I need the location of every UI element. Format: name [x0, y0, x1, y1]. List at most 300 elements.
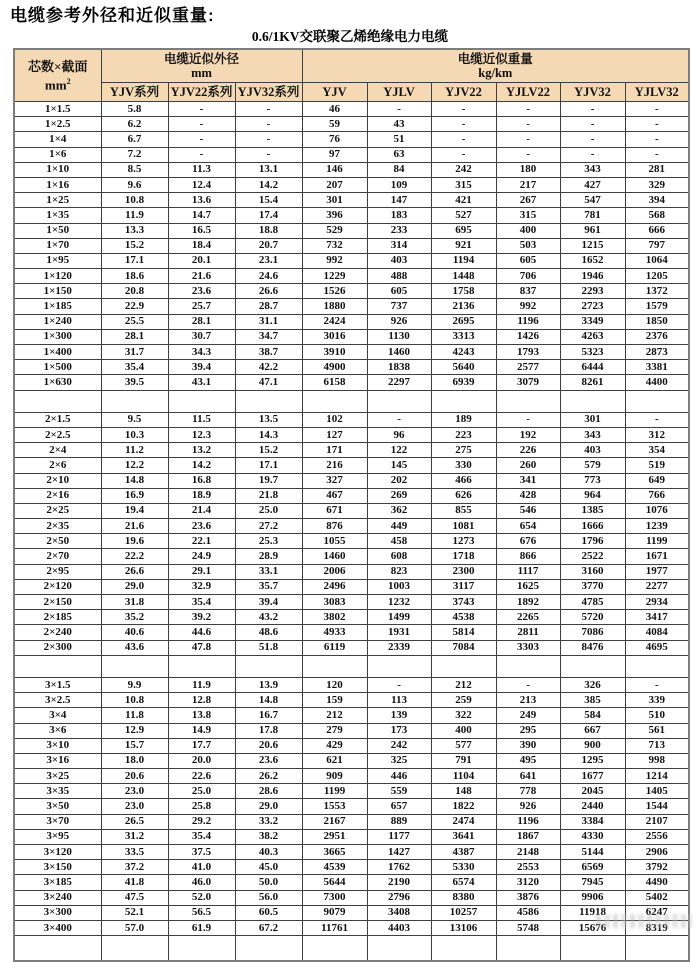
col-header-yjv: YJV [302, 83, 367, 102]
table-row [14, 860, 689, 875]
cell-value: 1499 [367, 610, 431, 625]
cell-value: 11.5 [168, 412, 235, 427]
cell-spec: 2×10 [14, 473, 101, 488]
cell-value [496, 655, 560, 677]
cell-spec: 3×2.5 [14, 693, 101, 708]
cell-value: 3016 [302, 329, 367, 344]
weight-group-label: 电缆近似重量 [457, 52, 533, 66]
cell-value: 403 [367, 253, 431, 268]
cell-value: 396 [302, 208, 367, 223]
cell-value: 9.6 [101, 177, 168, 192]
cell-value: 1544 [625, 799, 689, 814]
table-row [14, 549, 689, 564]
table-row [14, 799, 689, 814]
cell-value: 21.4 [168, 503, 235, 518]
cell-spec: 1×300 [14, 329, 101, 344]
cell-value: 2873 [625, 345, 689, 360]
cell-value: 676 [496, 534, 560, 549]
cell-value: 44.6 [168, 625, 235, 640]
cell-value: 1426 [496, 329, 560, 344]
cell-value: 559 [367, 784, 431, 799]
cell-value: 666 [625, 223, 689, 238]
cell-value: 876 [302, 519, 367, 534]
cell-value: 12.9 [101, 723, 168, 738]
cell-value: 6158 [302, 375, 367, 390]
cell-value: 3641 [431, 829, 496, 844]
cell-value: 17.4 [235, 208, 302, 223]
cell-value: 1232 [367, 595, 431, 610]
cell-value: 34.3 [168, 345, 235, 360]
cell-spec: 2×2.5 [14, 427, 101, 442]
od-group-unit: mm [191, 66, 212, 80]
cell-spec: 3×120 [14, 845, 101, 860]
cell-value: 7084 [431, 640, 496, 655]
cell-value: 667 [560, 723, 625, 738]
cell-value: 145 [367, 458, 431, 473]
cell-value: 12.2 [101, 458, 168, 473]
cell-value: 301 [302, 193, 367, 208]
cell-value: 61.9 [168, 920, 235, 935]
cell-value: 212 [302, 708, 367, 723]
cell-value: 13.1 [235, 162, 302, 177]
cell-value: - [235, 132, 302, 147]
cell-value: 4538 [431, 610, 496, 625]
cell-value: 706 [496, 269, 560, 284]
cell-value: - [367, 412, 431, 427]
cell-value: 18.6 [101, 269, 168, 284]
cell-value: 260 [496, 458, 560, 473]
cell-value: 18.9 [168, 488, 235, 503]
cell-value: 1880 [302, 299, 367, 314]
cell-value: 1385 [560, 503, 625, 518]
cell-value: 778 [496, 784, 560, 799]
cell-spec: 3×95 [14, 829, 101, 844]
cell-value: 394 [625, 193, 689, 208]
table-row [14, 708, 689, 723]
cell-value: 25.7 [168, 299, 235, 314]
cell-value [168, 655, 235, 677]
cell-value: 18.4 [168, 238, 235, 253]
cell-value: 900 [560, 738, 625, 753]
cell-value: 109 [367, 177, 431, 192]
cell-value: 2190 [367, 875, 431, 890]
cell-value: 1076 [625, 503, 689, 518]
cell-value: 20.6 [101, 769, 168, 784]
cell-value: 654 [496, 519, 560, 534]
cell-value: 31.8 [101, 595, 168, 610]
cell-value: 1130 [367, 329, 431, 344]
cell-value: 1214 [625, 769, 689, 784]
cell-value: 1666 [560, 519, 625, 534]
cell-value: 3303 [496, 640, 560, 655]
table-row [14, 102, 689, 117]
cell-value: 35.4 [168, 595, 235, 610]
cell-value: 2107 [625, 814, 689, 829]
cell-value: 42.2 [235, 360, 302, 375]
cell-value: 37.2 [101, 860, 168, 875]
cell-value: 29.0 [235, 799, 302, 814]
cell-value: 312 [625, 427, 689, 442]
table-row [14, 829, 689, 844]
cell-spec: 3×70 [14, 814, 101, 829]
table-caption: 0.6/1KV交联聚乙烯绝缘电力电缆 [251, 29, 449, 44]
cell-value: 909 [302, 769, 367, 784]
cell-value: 2424 [302, 314, 367, 329]
cell-value: 43.6 [101, 640, 168, 655]
cell-spec: 1×150 [14, 284, 101, 299]
table-row [14, 579, 689, 594]
cell-value: 29.0 [101, 579, 168, 594]
cell-spec: 3×150 [14, 860, 101, 875]
cell-value: 339 [625, 693, 689, 708]
cell-value: 579 [560, 458, 625, 473]
cell-spec: 3×35 [14, 784, 101, 799]
cell-value: 38.2 [235, 829, 302, 844]
cell-value: 6569 [560, 860, 625, 875]
cell-value: 13.9 [235, 677, 302, 692]
table-row [14, 177, 689, 192]
cell-value [235, 390, 302, 412]
table-row [14, 443, 689, 458]
cell-value: 27.2 [235, 519, 302, 534]
cell-value: 180 [496, 162, 560, 177]
cell-value: 35.2 [101, 610, 168, 625]
table-row [14, 458, 689, 473]
cell-value: 1295 [560, 753, 625, 768]
cell-value: 458 [367, 534, 431, 549]
table-row [14, 253, 689, 268]
cell-value [625, 655, 689, 677]
cell-value: 217 [496, 177, 560, 192]
cell-value: 1460 [367, 345, 431, 360]
cell-value: 31.1 [235, 314, 302, 329]
core-section-label: 芯数×截面 [28, 58, 88, 74]
cell-value: 223 [431, 427, 496, 442]
cell-value: 41.8 [101, 875, 168, 890]
cell-value: 4490 [625, 875, 689, 890]
cell-value: 31.7 [101, 345, 168, 360]
cell-value: - [560, 102, 625, 117]
cell-value: 26.6 [101, 564, 168, 579]
cell-value: 926 [367, 314, 431, 329]
cell-value: 605 [496, 253, 560, 268]
cell-value: 1104 [431, 769, 496, 784]
cell-value: 22.6 [168, 769, 235, 784]
col-header-yjlv22: YJLV22 [496, 83, 560, 102]
cell-value: 23.6 [235, 753, 302, 768]
cell-value: 279 [302, 723, 367, 738]
cell-value: 5330 [431, 860, 496, 875]
table-row [14, 503, 689, 518]
cell-value: - [431, 132, 496, 147]
cell-value: 1448 [431, 269, 496, 284]
cell-value: 9906 [560, 890, 625, 905]
cell-value: 2556 [625, 829, 689, 844]
cell-value: 11.9 [101, 208, 168, 223]
cell-value: 40.6 [101, 625, 168, 640]
cell-value: 921 [431, 238, 496, 253]
cell-value: 889 [367, 814, 431, 829]
cell-value: 113 [367, 693, 431, 708]
cell-spec: 3×50 [14, 799, 101, 814]
cell-spec: 2×1.5 [14, 412, 101, 427]
table-row [14, 238, 689, 253]
cell-value: 23.1 [235, 253, 302, 268]
cell-value: 2339 [367, 640, 431, 655]
cell-value: 6.2 [101, 117, 168, 132]
cell-value: 330 [431, 458, 496, 473]
table-row [14, 564, 689, 579]
table-row [14, 162, 689, 177]
table-row [14, 890, 689, 905]
cell-value: 2522 [560, 549, 625, 564]
cell-value: 51.8 [235, 640, 302, 655]
table-row [14, 610, 689, 625]
cell-value: 961 [560, 223, 625, 238]
cell-value: 2474 [431, 814, 496, 829]
cell-value: 10257 [431, 905, 496, 920]
cell-spec: 2×4 [14, 443, 101, 458]
cell-value: 9.5 [101, 412, 168, 427]
cell-value: 16.7 [235, 708, 302, 723]
cell-value: 39.4 [235, 595, 302, 610]
cell-value: 57.0 [101, 920, 168, 935]
cell-value: 24.6 [235, 269, 302, 284]
cell-value: 584 [560, 708, 625, 723]
cell-value: 3117 [431, 579, 496, 594]
watermark [596, 914, 692, 928]
cell-value: 10.3 [101, 427, 168, 442]
cell-value: 1196 [496, 314, 560, 329]
cell-value: 3770 [560, 579, 625, 594]
cell-value: 1625 [496, 579, 560, 594]
cell-value: 1199 [302, 784, 367, 799]
cell-value: 23.0 [101, 784, 168, 799]
cell-value: 4933 [302, 625, 367, 640]
cell-value: 4695 [625, 640, 689, 655]
cell-value: 1850 [625, 314, 689, 329]
cell-value [367, 655, 431, 677]
cell-value: - [431, 102, 496, 117]
cell-value: 14.2 [235, 177, 302, 192]
cell-spec: 1×35 [14, 208, 101, 223]
cell-value: - [625, 132, 689, 147]
cell-value: 2796 [367, 890, 431, 905]
cell-value [168, 390, 235, 412]
cell-value: 9079 [302, 905, 367, 920]
cell-value: 35.7 [235, 579, 302, 594]
cell-value: 4084 [625, 625, 689, 640]
cell-value: 25.3 [235, 534, 302, 549]
cell-value: 992 [496, 299, 560, 314]
cell-value: 20.1 [168, 253, 235, 268]
table-row [14, 738, 689, 753]
cell-value: 18.8 [235, 223, 302, 238]
table-row [14, 920, 689, 935]
cell-value: 510 [625, 708, 689, 723]
cell-value: 33.2 [235, 814, 302, 829]
cell-value: 2440 [560, 799, 625, 814]
cell-value: 14.9 [168, 723, 235, 738]
cell-value: 1762 [367, 860, 431, 875]
cell-spec [14, 655, 101, 677]
cell-value: 17.1 [235, 458, 302, 473]
cell-value [101, 936, 168, 962]
table-row [14, 534, 689, 549]
cell-value: 621 [302, 753, 367, 768]
cell-value: - [168, 147, 235, 162]
table-row [14, 284, 689, 299]
cell-value: 4387 [431, 845, 496, 860]
cell-value: 213 [496, 693, 560, 708]
cell-value: 47.5 [101, 890, 168, 905]
cell-value: 1117 [496, 564, 560, 579]
cell-value: 43 [367, 117, 431, 132]
cell-value [302, 936, 367, 962]
cell-value: 259 [431, 693, 496, 708]
cell-spec: 2×240 [14, 625, 101, 640]
table-body [14, 102, 689, 962]
cell-value: 5720 [560, 610, 625, 625]
table-row [14, 814, 689, 829]
cell-value: 29.1 [168, 564, 235, 579]
cell-value: 13.5 [235, 412, 302, 427]
cell-value: 5748 [496, 920, 560, 935]
cell-value: 1822 [431, 799, 496, 814]
cell-value [235, 655, 302, 677]
table-row [14, 412, 689, 427]
cell-value: - [496, 132, 560, 147]
cell-value: 429 [302, 738, 367, 753]
cell-value: 22.1 [168, 534, 235, 549]
cell-spec: 1×4 [14, 132, 101, 147]
cell-value: 1867 [496, 829, 560, 844]
cell-value: 207 [302, 177, 367, 192]
cell-value: 60.5 [235, 905, 302, 920]
cell-value: - [560, 117, 625, 132]
table-row [14, 784, 689, 799]
cell-value: 322 [431, 708, 496, 723]
cell-value: 608 [367, 549, 431, 564]
cell-value: 34.7 [235, 329, 302, 344]
cell-value: 1652 [560, 253, 625, 268]
cell-value: 52.1 [101, 905, 168, 920]
cell-value: 2376 [625, 329, 689, 344]
cell-value: 14.2 [168, 458, 235, 473]
cell-value: - [367, 102, 431, 117]
cell-value: 20.6 [235, 738, 302, 753]
cell-value: 39.5 [101, 375, 168, 390]
col-header-yjv32-series: YJV32系列 [235, 83, 302, 102]
cell-value: 8380 [431, 890, 496, 905]
cell-value: - [496, 102, 560, 117]
cell-value: 1405 [625, 784, 689, 799]
cell-value: 11.3 [168, 162, 235, 177]
cell-value: 183 [367, 208, 431, 223]
cell-value: 19.7 [235, 473, 302, 488]
cell-value: 427 [560, 177, 625, 192]
table-row [14, 905, 689, 920]
cell-value: 6119 [302, 640, 367, 655]
cell-value: 2723 [560, 299, 625, 314]
cell-value: 1796 [560, 534, 625, 549]
cell-value: - [625, 102, 689, 117]
cell-value: 1460 [302, 549, 367, 564]
cell-value: 354 [625, 443, 689, 458]
cell-value: 8476 [560, 640, 625, 655]
cell-value: 10.8 [101, 193, 168, 208]
cell-spec: 2×185 [14, 610, 101, 625]
cell-value: 212 [431, 677, 496, 692]
cell-value [101, 655, 168, 677]
cell-value: 2951 [302, 829, 367, 844]
cell-value: 2906 [625, 845, 689, 860]
cell-value: 127 [302, 427, 367, 442]
cell-value: 695 [431, 223, 496, 238]
cell-value: 1579 [625, 299, 689, 314]
cell-value: 1196 [496, 814, 560, 829]
cell-spec: 1×240 [14, 314, 101, 329]
cell-spec: 1×70 [14, 238, 101, 253]
cell-value: - [235, 117, 302, 132]
cell-value: 7.2 [101, 147, 168, 162]
table-row [14, 117, 689, 132]
cell-value: 147 [367, 193, 431, 208]
cell-value: 171 [302, 443, 367, 458]
cell-value: 1215 [560, 238, 625, 253]
cell-value [496, 390, 560, 412]
cell-value: 3417 [625, 610, 689, 625]
cell-spec: 3×4 [14, 708, 101, 723]
cell-value: 216 [302, 458, 367, 473]
cell-value: 3079 [496, 375, 560, 390]
od-group-label: 电缆近似外径 [164, 52, 240, 66]
col-header-yjv-series: YJV系列 [101, 83, 168, 102]
cell-value: 275 [431, 443, 496, 458]
cell-value: 37.5 [168, 845, 235, 860]
table-row [14, 375, 689, 390]
cell-value: 466 [431, 473, 496, 488]
cell-value: 242 [431, 162, 496, 177]
cell-value: 2496 [302, 579, 367, 594]
cell-value: 12.8 [168, 693, 235, 708]
cell-value: 519 [625, 458, 689, 473]
cell-value: 267 [496, 193, 560, 208]
cell-value: 3160 [560, 564, 625, 579]
cell-value: 2297 [367, 375, 431, 390]
cell-value: 56.5 [168, 905, 235, 920]
cell-value: 25.0 [235, 503, 302, 518]
cell-value: 11.2 [101, 443, 168, 458]
cell-spec: 1×400 [14, 345, 101, 360]
table-row [14, 208, 689, 223]
cell-value: 35.4 [101, 360, 168, 375]
cell-value: 13.8 [168, 708, 235, 723]
cell-value: - [560, 147, 625, 162]
cell-value: 17.7 [168, 738, 235, 753]
cell-value: 1194 [431, 253, 496, 268]
table-row [14, 329, 689, 344]
cell-value: - [560, 132, 625, 147]
cell-value: 855 [431, 503, 496, 518]
cell-value: 21.6 [168, 269, 235, 284]
trailing-blank-row [14, 936, 689, 962]
cell-value: 503 [496, 238, 560, 253]
core-section-unit-sup: 2 [66, 76, 71, 86]
cell-spec: 1×25 [14, 193, 101, 208]
cell-value: 32.9 [168, 579, 235, 594]
cell-value: 3349 [560, 314, 625, 329]
